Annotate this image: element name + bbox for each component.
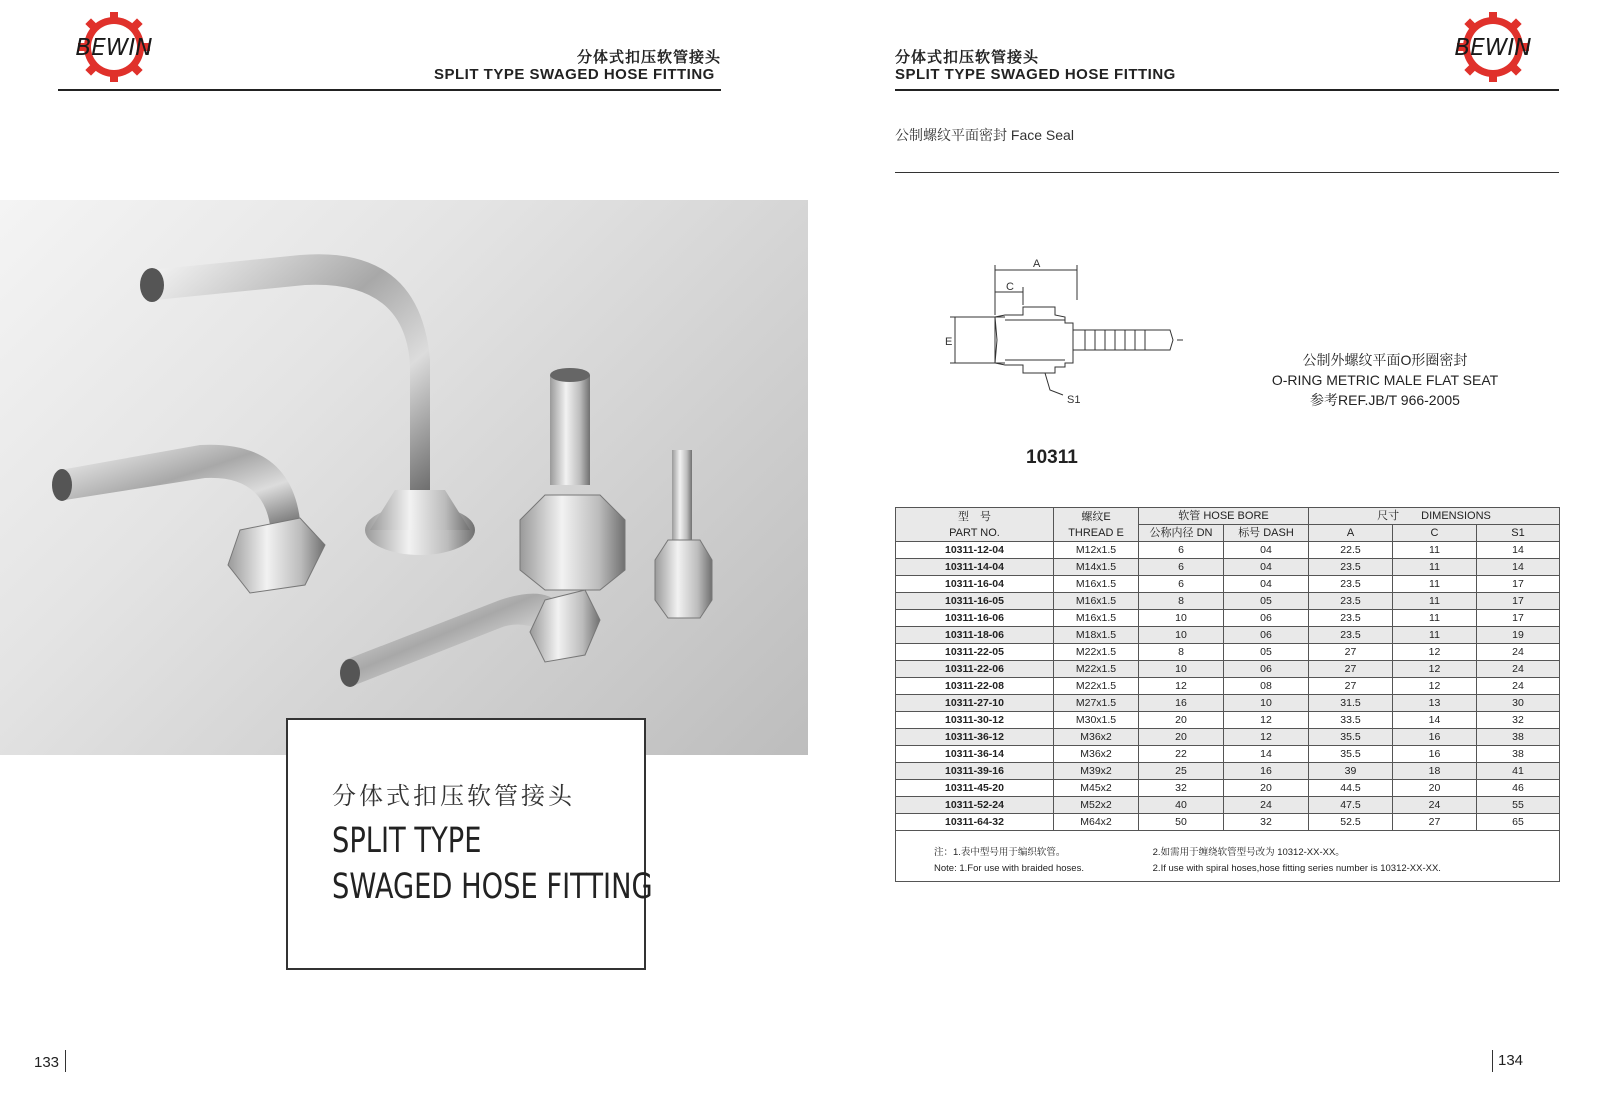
cell-part-no: 10311-12-04 — [896, 542, 1054, 559]
col-header-s1: S1 — [1477, 525, 1560, 542]
cell-thread: M16x1.5 — [1054, 593, 1139, 610]
cell-a: 27 — [1309, 678, 1393, 695]
cell-s1: 24 — [1477, 644, 1560, 661]
cell-a: 35.5 — [1309, 746, 1393, 763]
cell-c: 27 — [1393, 814, 1477, 831]
cell-a: 39 — [1309, 763, 1393, 780]
cell-thread: M45x2 — [1054, 780, 1139, 797]
header-title-cn: 分体式扣压软管接头 — [577, 49, 722, 66]
cell-dn: 10 — [1139, 610, 1224, 627]
cell-dn: 6 — [1139, 542, 1224, 559]
table-row — [896, 542, 1560, 559]
cell-c: 13 — [1393, 695, 1477, 712]
cell-thread: M22x1.5 — [1054, 661, 1139, 678]
cell-dash: 06 — [1224, 610, 1309, 627]
cell-a: 22.5 — [1309, 542, 1393, 559]
cell-s1: 17 — [1477, 610, 1560, 627]
cell-dn: 22 — [1139, 746, 1224, 763]
table-row — [896, 746, 1560, 763]
col-header-dn: 公称内径 DN — [1139, 525, 1224, 542]
cell-a: 27 — [1309, 644, 1393, 661]
cell-s1: 46 — [1477, 780, 1560, 797]
caption-title-en — [332, 818, 653, 910]
cell-s1: 30 — [1477, 695, 1560, 712]
col-header-c: C — [1393, 525, 1477, 542]
cell-thread: M39x2 — [1054, 763, 1139, 780]
dim-label-a: A — [1033, 258, 1041, 270]
cell-c: 24 — [1393, 797, 1477, 814]
table-row — [896, 644, 1560, 661]
caption-title-cn: 分体式扣压软管接头 — [332, 783, 575, 810]
cell-dn: 16 — [1139, 695, 1224, 712]
cell-part-no: 10311-16-04 — [896, 576, 1054, 593]
cell-c: 16 — [1393, 746, 1477, 763]
header-title-en: SPLIT TYPE SWAGED HOSE FITTING — [434, 66, 715, 83]
table-row — [896, 729, 1560, 746]
cell-a: 31.5 — [1309, 695, 1393, 712]
col-header-dash: 标号 DASH — [1224, 525, 1309, 542]
cell-a: 23.5 — [1309, 610, 1393, 627]
cell-thread: M12x1.5 — [1054, 542, 1139, 559]
cell-dash: 20 — [1224, 780, 1309, 797]
part-code: 10311 — [1026, 447, 1078, 468]
cell-dn: 40 — [1139, 797, 1224, 814]
table-row — [896, 661, 1560, 678]
cell-c: 12 — [1393, 678, 1477, 695]
table-row — [896, 559, 1560, 576]
note2-en: 2.If use with spiral hoses,hose fitting series number is 10312-XX-XX. — [1152, 863, 1441, 874]
table-row — [896, 814, 1560, 831]
cell-part-no: 10311-39-16 — [896, 763, 1054, 780]
cell-c: 16 — [1393, 729, 1477, 746]
cell-dn: 6 — [1139, 576, 1224, 593]
note2-cn: 2.如需用于缠绕软管型号改为 10312-XX-XX。 — [1152, 847, 1345, 858]
hose-fittings-image — [0, 200, 808, 755]
cell-part-no: 10311-22-06 — [896, 661, 1054, 678]
brand-text: BEWIN — [1454, 35, 1532, 61]
cell-a: 52.5 — [1309, 814, 1393, 831]
cell-c: 14 — [1393, 712, 1477, 729]
cell-dash: 16 — [1224, 763, 1309, 780]
brand-text: BEWIN — [75, 35, 153, 61]
cell-dash: 04 — [1224, 559, 1309, 576]
header-rule-right — [895, 89, 1559, 91]
cell-part-no: 10311-27-10 — [896, 695, 1054, 712]
cell-a: 47.5 — [1309, 797, 1393, 814]
cell-dn: 50 — [1139, 814, 1224, 831]
col-header-dimensions: 尺寸 DIMENSIONS — [1309, 508, 1560, 525]
dim-label-e: E — [945, 336, 953, 348]
cell-dash: 08 — [1224, 678, 1309, 695]
cell-dn: 8 — [1139, 593, 1224, 610]
table-row — [896, 593, 1560, 610]
cell-thread: M30x1.5 — [1054, 712, 1139, 729]
cell-dn: 8 — [1139, 644, 1224, 661]
cell-thread: M16x1.5 — [1054, 610, 1139, 627]
fitting-drawing — [945, 255, 1185, 415]
cell-part-no: 10311-64-32 — [896, 814, 1054, 831]
cell-dash: 10 — [1224, 695, 1309, 712]
cell-s1: 65 — [1477, 814, 1560, 831]
cell-s1: 55 — [1477, 797, 1560, 814]
page-number-divider — [65, 1050, 66, 1072]
cell-dash: 04 — [1224, 542, 1309, 559]
cell-part-no: 10311-14-04 — [896, 559, 1054, 576]
page-number-divider-right — [1492, 1050, 1493, 1072]
cell-s1: 14 — [1477, 559, 1560, 576]
table-row — [896, 763, 1560, 780]
cell-part-no: 10311-22-05 — [896, 644, 1054, 661]
cell-part-no: 10311-36-14 — [896, 746, 1054, 763]
cell-dn: 10 — [1139, 627, 1224, 644]
cell-dash: 06 — [1224, 661, 1309, 678]
cell-a: 33.5 — [1309, 712, 1393, 729]
cell-dash: 06 — [1224, 627, 1309, 644]
cell-s1: 24 — [1477, 661, 1560, 678]
dim-label-c: C — [1006, 281, 1014, 293]
cell-dash: 05 — [1224, 593, 1309, 610]
cell-c: 20 — [1393, 780, 1477, 797]
cell-s1: 19 — [1477, 627, 1560, 644]
cell-s1: 38 — [1477, 729, 1560, 746]
cell-a: 23.5 — [1309, 559, 1393, 576]
cell-a: 23.5 — [1309, 576, 1393, 593]
seal-desc-en: O-RING METRIC MALE FLAT SEAT — [1271, 372, 1499, 388]
cell-dn: 25 — [1139, 763, 1224, 780]
cell-dash: 12 — [1224, 729, 1309, 746]
table-row — [896, 627, 1560, 644]
cell-a: 44.5 — [1309, 780, 1393, 797]
table-notes — [896, 831, 1560, 882]
col-header-a: A — [1309, 525, 1393, 542]
cell-part-no: 10311-16-06 — [896, 610, 1054, 627]
col-header-hose-bore: 软管 HOSE BORE — [1139, 508, 1309, 525]
cell-thread: M36x2 — [1054, 729, 1139, 746]
cell-dash: 32 — [1224, 814, 1309, 831]
caption-box — [286, 718, 653, 970]
cell-thread: M16x1.5 — [1054, 576, 1139, 593]
note1-en: Note: 1.For use with braided hoses. — [934, 863, 1084, 874]
table-row — [896, 780, 1560, 797]
cell-s1: 14 — [1477, 542, 1560, 559]
table-row — [896, 712, 1560, 729]
spec-table — [895, 507, 1560, 882]
bewin-logo-left — [56, 12, 176, 82]
cell-dash: 05 — [1224, 644, 1309, 661]
cell-thread: M22x1.5 — [1054, 644, 1139, 661]
cell-thread: M22x1.5 — [1054, 678, 1139, 695]
cell-part-no: 10311-30-12 — [896, 712, 1054, 729]
cell-s1: 38 — [1477, 746, 1560, 763]
cell-thread: M14x1.5 — [1054, 559, 1139, 576]
cell-s1: 41 — [1477, 763, 1560, 780]
cell-dn: 20 — [1139, 729, 1224, 746]
cell-a: 23.5 — [1309, 627, 1393, 644]
section-title: 公制螺纹平面密封 Face Seal — [895, 127, 1074, 143]
cell-thread: M18x1.5 — [1054, 627, 1139, 644]
dim-label-s1: S1 — [1067, 394, 1081, 406]
cell-thread: M36x2 — [1054, 746, 1139, 763]
header-title-en-right: SPLIT TYPE SWAGED HOSE FITTING — [895, 66, 1176, 83]
cell-c: 12 — [1393, 644, 1477, 661]
cell-part-no: 10311-45-20 — [896, 780, 1054, 797]
seal-description — [1265, 350, 1505, 410]
cell-part-no: 10311-52-24 — [896, 797, 1054, 814]
cell-part-no: 10311-22-08 — [896, 678, 1054, 695]
col-header-thread: 螺纹E THREAD E — [1054, 508, 1139, 542]
cell-dash: 14 — [1224, 746, 1309, 763]
col-header-part: 型 号 PART NO. — [896, 508, 1054, 542]
bewin-logo-right — [1435, 12, 1555, 82]
cell-a: 27 — [1309, 661, 1393, 678]
cell-part-no: 10311-36-12 — [896, 729, 1054, 746]
cell-c: 12 — [1393, 661, 1477, 678]
note1-cn: 注：1.表中型号用于编织软管。 — [934, 847, 1066, 858]
header-title-cn-right: 分体式扣压软管接头 — [895, 49, 1040, 66]
cell-dn: 20 — [1139, 712, 1224, 729]
seal-ref: 参考REF.JB/T 966-2005 — [1310, 392, 1460, 408]
table-row — [896, 797, 1560, 814]
cell-dn: 6 — [1139, 559, 1224, 576]
seal-desc-cn: 公制外螺纹平面O形圈密封 — [1302, 352, 1468, 368]
header-rule — [58, 89, 721, 91]
cell-part-no: 10311-16-05 — [896, 593, 1054, 610]
table-row — [896, 695, 1560, 712]
cell-a: 35.5 — [1309, 729, 1393, 746]
cell-dn: 12 — [1139, 678, 1224, 695]
cell-dash: 12 — [1224, 712, 1309, 729]
cell-c: 11 — [1393, 542, 1477, 559]
cell-s1: 32 — [1477, 712, 1560, 729]
cell-thread: M27x1.5 — [1054, 695, 1139, 712]
cell-c: 11 — [1393, 576, 1477, 593]
cell-thread: M64x2 — [1054, 814, 1139, 831]
cell-s1: 24 — [1477, 678, 1560, 695]
cell-dash: 24 — [1224, 797, 1309, 814]
table-row — [896, 576, 1560, 593]
cell-dn: 10 — [1139, 661, 1224, 678]
caption-en-line2: SWAGED HOSE FITTING — [332, 867, 653, 907]
gear-logo-icon — [1435, 12, 1555, 82]
cell-a: 23.5 — [1309, 593, 1393, 610]
product-photo — [0, 200, 808, 755]
page-number-right: 134 — [1498, 1052, 1524, 1069]
table-row — [896, 610, 1560, 627]
cell-thread: M52x2 — [1054, 797, 1139, 814]
cell-dash: 04 — [1224, 576, 1309, 593]
cell-dn: 32 — [1139, 780, 1224, 797]
section-rule — [895, 172, 1559, 173]
cell-c: 11 — [1393, 627, 1477, 644]
gear-logo-icon — [56, 12, 176, 82]
table-row — [896, 678, 1560, 695]
cell-part-no: 10311-18-06 — [896, 627, 1054, 644]
page-number-left: 133 — [34, 1054, 60, 1071]
cell-c: 11 — [1393, 593, 1477, 610]
cell-c: 18 — [1393, 763, 1477, 780]
cell-c: 11 — [1393, 610, 1477, 627]
cell-s1: 17 — [1477, 593, 1560, 610]
cell-s1: 17 — [1477, 576, 1560, 593]
caption-en-line1: SPLIT TYPE — [332, 821, 482, 861]
cell-c: 11 — [1393, 559, 1477, 576]
